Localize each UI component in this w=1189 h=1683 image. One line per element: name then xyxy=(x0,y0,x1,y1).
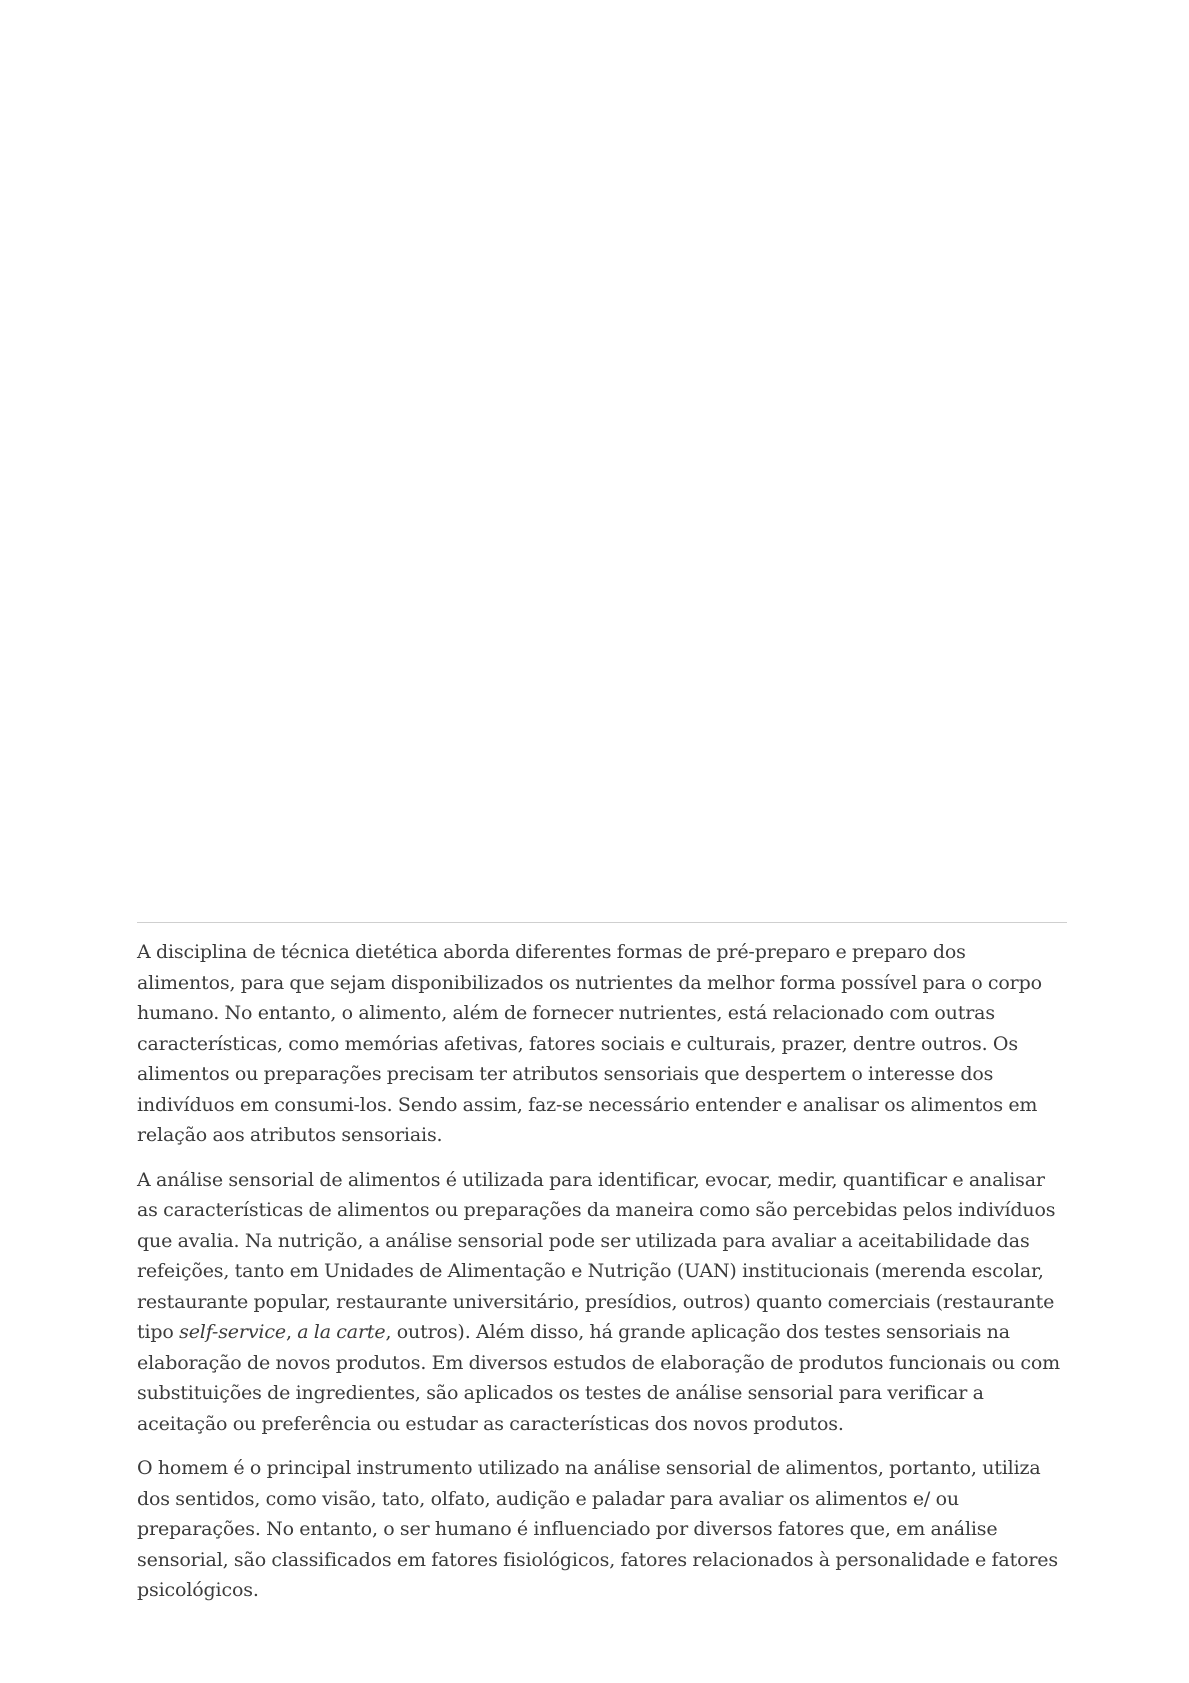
paragraph-1: A disciplina de técnica dietética aborda diferentes formas de pré-preparo e preparo dos alimentos, para que sejam disponibilizados os nutrientes da melhor forma possível para o corpo humano. No entanto, o alimento, além de fornecer nutrientes, está relacionado com outras características, como memórias afetivas, fatores sociais e culturais, prazer, dentre outros. Os alimentos ou preparações precisam ter atributos sensoriais que despertem o interesse dos indivíduos em consumi-los. Sendo assim, faz-se necessário entender e analisar os alimentos em relação aos atributos sensoriais. xyxy=(137,941,1042,1146)
paragraph-2 xyxy=(137,1165,1067,1440)
paragraph-2-text-c: , outros). Além disso, há grande aplicação dos testes sensoriais na elaboração de novos produtos. Em diversos estudos de elaboração de produtos funcionais ou com substituições de ingredientes, são aplicados os testes de análise sensorial para verificar a aceitação ou preferência ou estudar as características dos novos produtos. xyxy=(137,1321,1061,1435)
paragraph-2-text-b: , xyxy=(285,1321,298,1343)
document-body xyxy=(137,922,1067,1620)
section-divider xyxy=(137,922,1067,923)
paragraph-2-italic-a-la-carte: a la carte xyxy=(297,1321,386,1343)
paragraph-2-text-a: A análise sensorial de alimentos é utilizada para identificar, evocar, medir, quantificar e analisar as características de alimentos ou preparações da maneira como são percebidas pelos indivíduos que avalia. Na nutrição, a análise sensorial pode ser utilizada para avaliar a aceitabilidade das refeições, tanto em Unidades de Alimentação e Nutrição (UAN) institucionais (merenda escolar, restaurante popular, restaurante universitário, presídios, outros) quanto comerciais (restaurante tipo xyxy=(137,1168,1056,1343)
paragraph-2-italic-self-service: self-service xyxy=(179,1321,286,1343)
paragraph-3: O homem é o principal instrumento utilizado na análise sensorial de alimentos, portanto, utiliza dos sentidos, como visão, tato, olfato, audição e paladar para avaliar os alimentos e/ ou preparações. No entanto, o ser humano é influenciado por diversos fatores que, em análise sensorial, são classificados em fatores fisiológicos, fatores relacionados à personalidade e fatores psicológicos. xyxy=(137,1457,1058,1601)
